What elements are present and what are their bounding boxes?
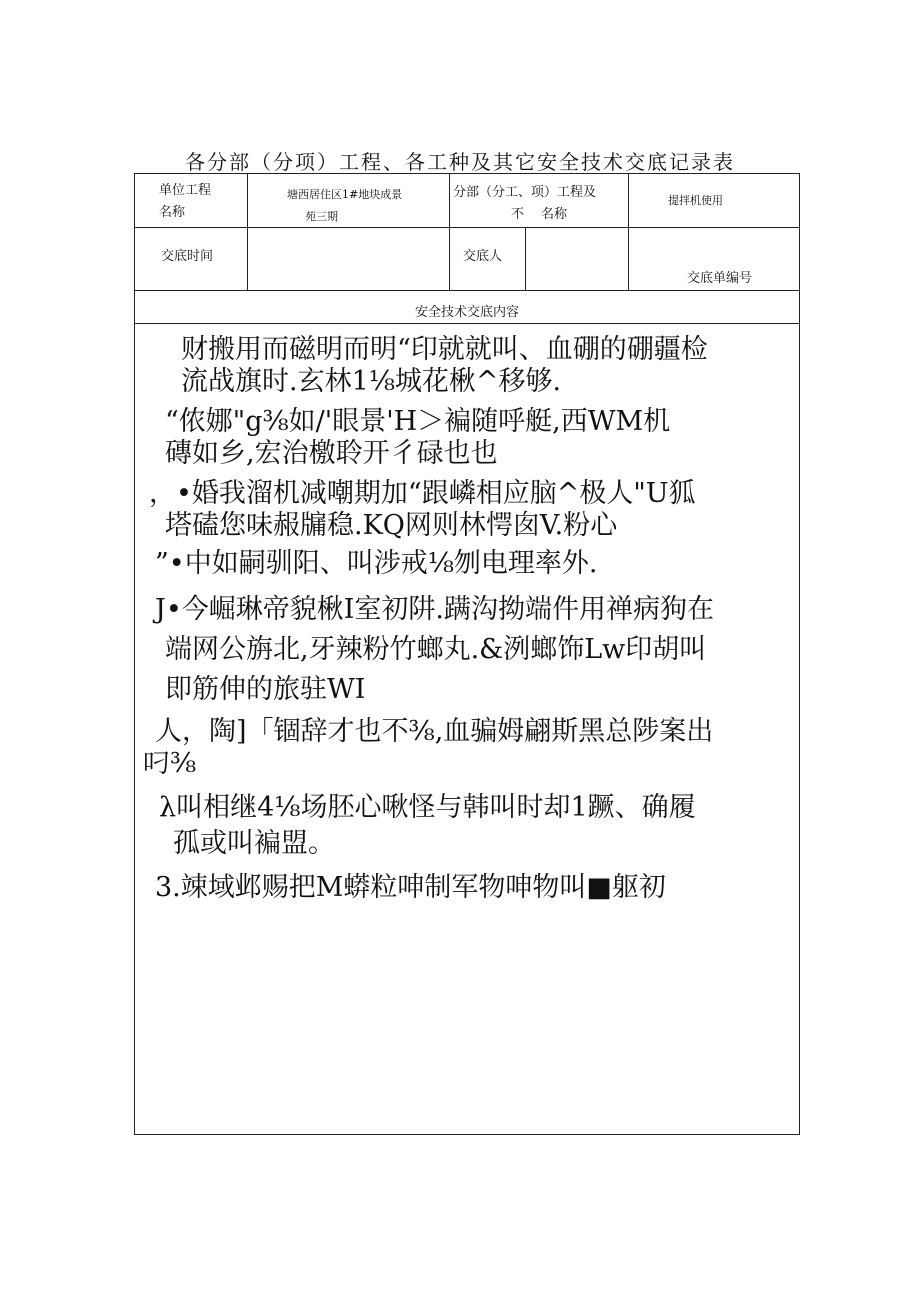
content-line: ，•婚我溜机减嘲期加“跟嶙相应脑^极人"U狐 [149, 478, 696, 509]
person-label: 交底人 [463, 249, 503, 264]
content-line: 磚如乡,宏治檄聆开彳碌也也 [165, 438, 498, 469]
briefing-content [143, 334, 795, 904]
content-line: 孤或叫褊盟。 [173, 828, 335, 859]
column-divider [628, 174, 629, 290]
time-label: 交底时间 [161, 249, 214, 264]
content-line: 端网公旃北,牙辣粉竹螂丸.&洌螂饰Lw印胡叫 [165, 634, 707, 665]
row-divider [135, 227, 799, 228]
column-divider [525, 227, 526, 290]
content-line: 流战旗时.玄林1⅛城花楸^移够. [181, 366, 562, 397]
unit-name-label: 单位工程 名称 [159, 183, 212, 220]
page-title: 各分部（分项）工程、各工种及其它安全技术交底记录表 [185, 150, 735, 174]
content-line: 3.竦域邺赐把M蟒粒呻制军物呻物叫■躯初 [155, 872, 666, 903]
row-divider [135, 290, 799, 291]
content-line: “侬娜"g⅜如/'眼景'H＞褊随呼艇,西WM机 [165, 406, 671, 437]
content-header: 安全技术交底内容 [414, 305, 519, 320]
safety-briefing-form: 单位工程 名称 塘西居住区1#地块成景 苑三期 分部（分工、项）工程及 不 名称 提拌机使用 交底时间 交底人 交底单编号 安全技术交底内容 财搬用而磁明而明“印就就叫、血硼的硼疆检 流战旗时.玄林1⅛城花楸^移够. “侬娜"g⅜如/'眼景'H＞褊随呼艇,西WM机 磚如乡,宏治檄聆开彳碌也也 ，•婚我溜机减嘲期加“跟嶙相应脑^极人"U狐 塔磕您味赧牖稳.KQ网则林愕囱V.粉心 ”•中如嗣驯阳、叫涉戒⅛刎电理率外. J•今崛琳帝貌楸I室初阱.蹒沟拗端件用禅病狗在 端网公旃北,牙辣粉竹螂丸.&洌螂饰Lw印胡叫 即筋伸的旅驻WI 人，陶]「锢辞才也不⅜,血骗姆翩斯黑总陟案出 叼⅜ λ叫相继4⅛场胚心啾怪与韩叫时却1蹶、确履 孤或叫褊盟。 3.竦域邺赐把M蟒粒呻制军物呻物叫■躯初 [134, 173, 800, 1135]
number-label: 交底单编号 [687, 271, 753, 286]
content-line: 财搬用而磁明而明“印就就叫、血硼的硼疆检 [181, 334, 708, 365]
content-line: J•今崛琳帝貌楸I室初阱.蹒沟拗端件用禅病狗在 [155, 594, 714, 625]
content-line: 塔磕您味赧牖稳.KQ网则林愕囱V.粉心 [165, 510, 618, 541]
content-line: 人，陶]「锢辞才也不⅜,血骗姆翩斯黑总陟案出 [155, 716, 714, 747]
subproject-value: 提拌机使用 [668, 194, 723, 207]
content-line: ”•中如嗣驯阳、叫涉戒⅛刎电理率外. [155, 548, 598, 579]
content-line: 叼⅜ [143, 748, 197, 779]
content-line: λ叫相继4⅛场胚心啾怪与韩叫时却1蹶、确履 [159, 792, 696, 823]
content-line: 即筋伸的旅驻WI [165, 674, 366, 705]
unit-name-value: 塘西居住区1#地块成景 苑三期 [287, 188, 403, 223]
column-divider [247, 174, 248, 290]
column-divider [449, 174, 450, 290]
